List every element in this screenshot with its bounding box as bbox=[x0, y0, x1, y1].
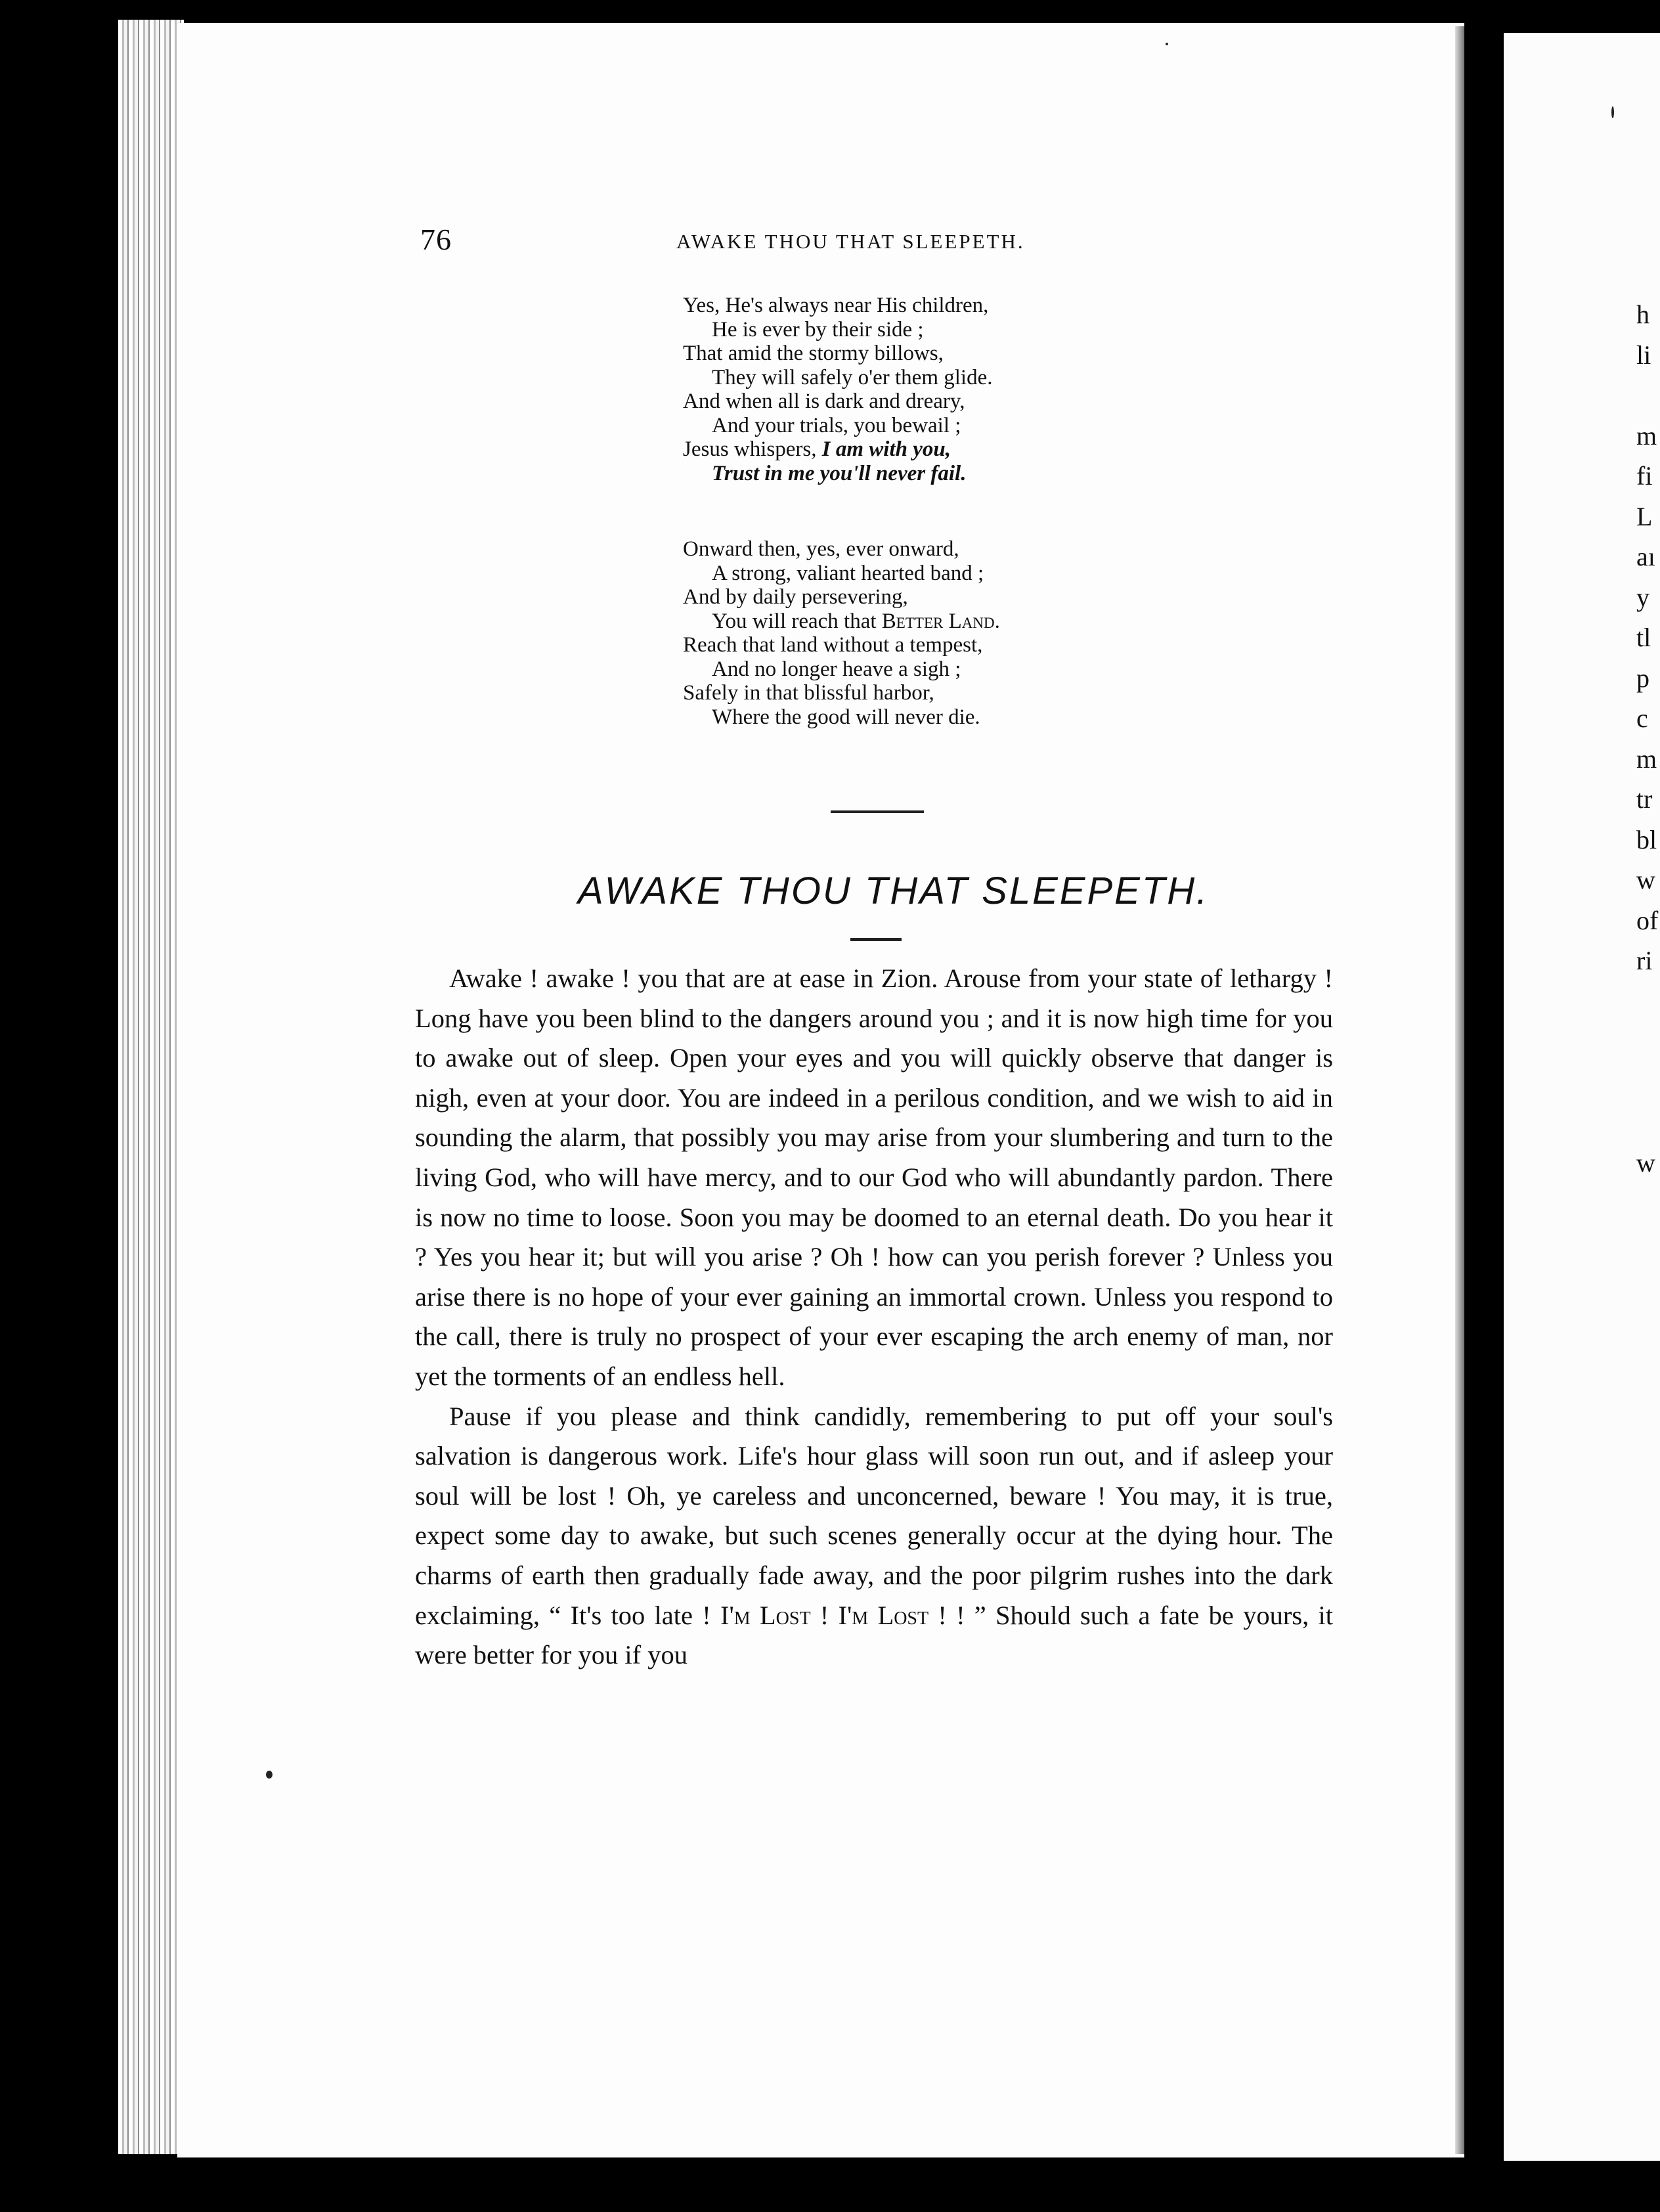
fragment-line bbox=[1636, 1102, 1660, 1143]
ink-speck bbox=[1611, 106, 1614, 118]
poem-line: And your trials, you bewail ; bbox=[712, 413, 961, 437]
fragment-line: m bbox=[1636, 743, 1657, 774]
poem-line: A strong, valiant hearted band ; bbox=[712, 561, 984, 585]
poem-emphasis: I am with you, bbox=[821, 437, 951, 461]
facing-page-text bbox=[1636, 294, 1660, 1183]
poem-line bbox=[683, 437, 1208, 462]
fragment-line: li bbox=[1636, 340, 1651, 370]
book-gutter bbox=[1464, 0, 1504, 2212]
fragment-line: y bbox=[1636, 582, 1649, 612]
poem-line: And when all is dark and dreary, bbox=[683, 389, 965, 413]
paragraph: Awake ! awake ! you that are at ease in Zion. Arouse from your state of lethargy ! Long have you been blind to the dangers around you ; and it is now high time for you to awake out of sleep. Open your eyes and you will quickly observe that danger is nigh, even at your door. You are indeed in a perilous condition, and we wish to aid in sounding the alarm, that possibly you may arise from your slumbering and turn to the living God, who will have mercy, and to our God who will abundantly pardon. There is now no time to loose. Soon you may be doomed to an eternal death. Do you hear it ? Yes you hear it; but will you arise ? Oh ! how can you perish forever ? Unless you arise there is no hope of your ever gaining an immortal crown. Unless you respond to the call, there is truly no prospect of your ever escaping the arch enemy of man, nor yet the torments of an endless hell. bbox=[415, 963, 1333, 1391]
emphasis-smallcaps: I'm Lost bbox=[838, 1600, 929, 1630]
fragment-line: of bbox=[1636, 905, 1659, 935]
scan-border-bottom bbox=[0, 2161, 1660, 2212]
fragment-line: tr bbox=[1636, 784, 1653, 814]
poem-line: And by daily persevering, bbox=[683, 585, 908, 609]
poem-stanza bbox=[683, 294, 1208, 485]
poem-line: Trust in me you'll never fail. bbox=[712, 461, 967, 485]
page-number: 76 bbox=[420, 223, 452, 256]
scan-border-left bbox=[0, 0, 125, 2212]
poem-stanza bbox=[683, 537, 1208, 729]
paragraph-text: ! bbox=[810, 1600, 839, 1630]
poem-text: You will reach that bbox=[712, 609, 882, 633]
poem-line: Safely in that blissful harbor, bbox=[683, 681, 934, 705]
fragment-line: tl bbox=[1636, 623, 1651, 652]
emphasis-smallcaps: I'm Lost bbox=[720, 1600, 811, 1630]
fragment-line: w bbox=[1636, 1147, 1655, 1178]
fragment-line: h bbox=[1636, 299, 1649, 329]
poem-line bbox=[683, 609, 1208, 634]
ink-speck bbox=[266, 1771, 273, 1779]
paragraph-text: ! ! ” Should such a fate be yours, it were better for you if you bbox=[415, 1600, 1333, 1670]
poem-line: Where the good will never die. bbox=[712, 705, 980, 729]
fragment-line bbox=[1636, 1062, 1660, 1103]
fragment-line: aı bbox=[1636, 542, 1655, 571]
fragment-line: fi bbox=[1636, 461, 1653, 491]
book-page-edges bbox=[118, 20, 184, 2154]
fragment-line: L bbox=[1636, 501, 1653, 531]
title-underline bbox=[850, 938, 902, 941]
fragment-line: p bbox=[1636, 663, 1649, 693]
fragment-line: ri bbox=[1636, 946, 1653, 975]
poem-text: Jesus whispers, bbox=[683, 437, 822, 461]
section-divider bbox=[831, 810, 924, 813]
poem-smallcaps: Better Land. bbox=[881, 609, 1000, 633]
paragraph-text: Pause if you please and think candidly, remembering to put off your soul's salvation is dangerous work. Life's hour glass will soon run out, and if asleep your soul will be lost ! Oh, ye careless and unconcerned, beware ! You may, it is true, expect some day to awake, but such scenes generally occur at the dying hour. The charms of earth then gradually fade away, and the poor pilgrim rushes into the dark exclaiming, “ It's too late ! bbox=[415, 1401, 1333, 1630]
ink-speck bbox=[1166, 43, 1168, 45]
poem-line: That amid the stormy billows, bbox=[683, 342, 944, 365]
poem-line: He is ever by their side ; bbox=[712, 317, 924, 342]
paragraph bbox=[415, 1397, 1333, 1675]
fragment-line: w bbox=[1636, 865, 1655, 895]
fragment-line bbox=[1636, 981, 1660, 1022]
fragment-line bbox=[1636, 375, 1660, 416]
running-head: AWAKE THOU THAT SLEEPETH. bbox=[676, 230, 1025, 253]
poem-line: Yes, He's always near His children, bbox=[683, 294, 989, 317]
poem-line: Reach that land without a tempest, bbox=[683, 633, 983, 657]
fragment-line bbox=[1636, 1021, 1660, 1062]
poem-line: Onward then, yes, ever onward, bbox=[683, 537, 959, 561]
poem-line: They will safely o'er them glide. bbox=[712, 365, 993, 389]
poem-line: And no longer heave a sigh ; bbox=[712, 657, 961, 681]
fragment-line: c bbox=[1636, 703, 1648, 733]
fragment-line: bl bbox=[1636, 824, 1657, 854]
fragment-line: m bbox=[1636, 420, 1657, 451]
article-body bbox=[415, 959, 1333, 1675]
article-title: AWAKE THOU THAT SLEEPETH. bbox=[578, 870, 1210, 912]
